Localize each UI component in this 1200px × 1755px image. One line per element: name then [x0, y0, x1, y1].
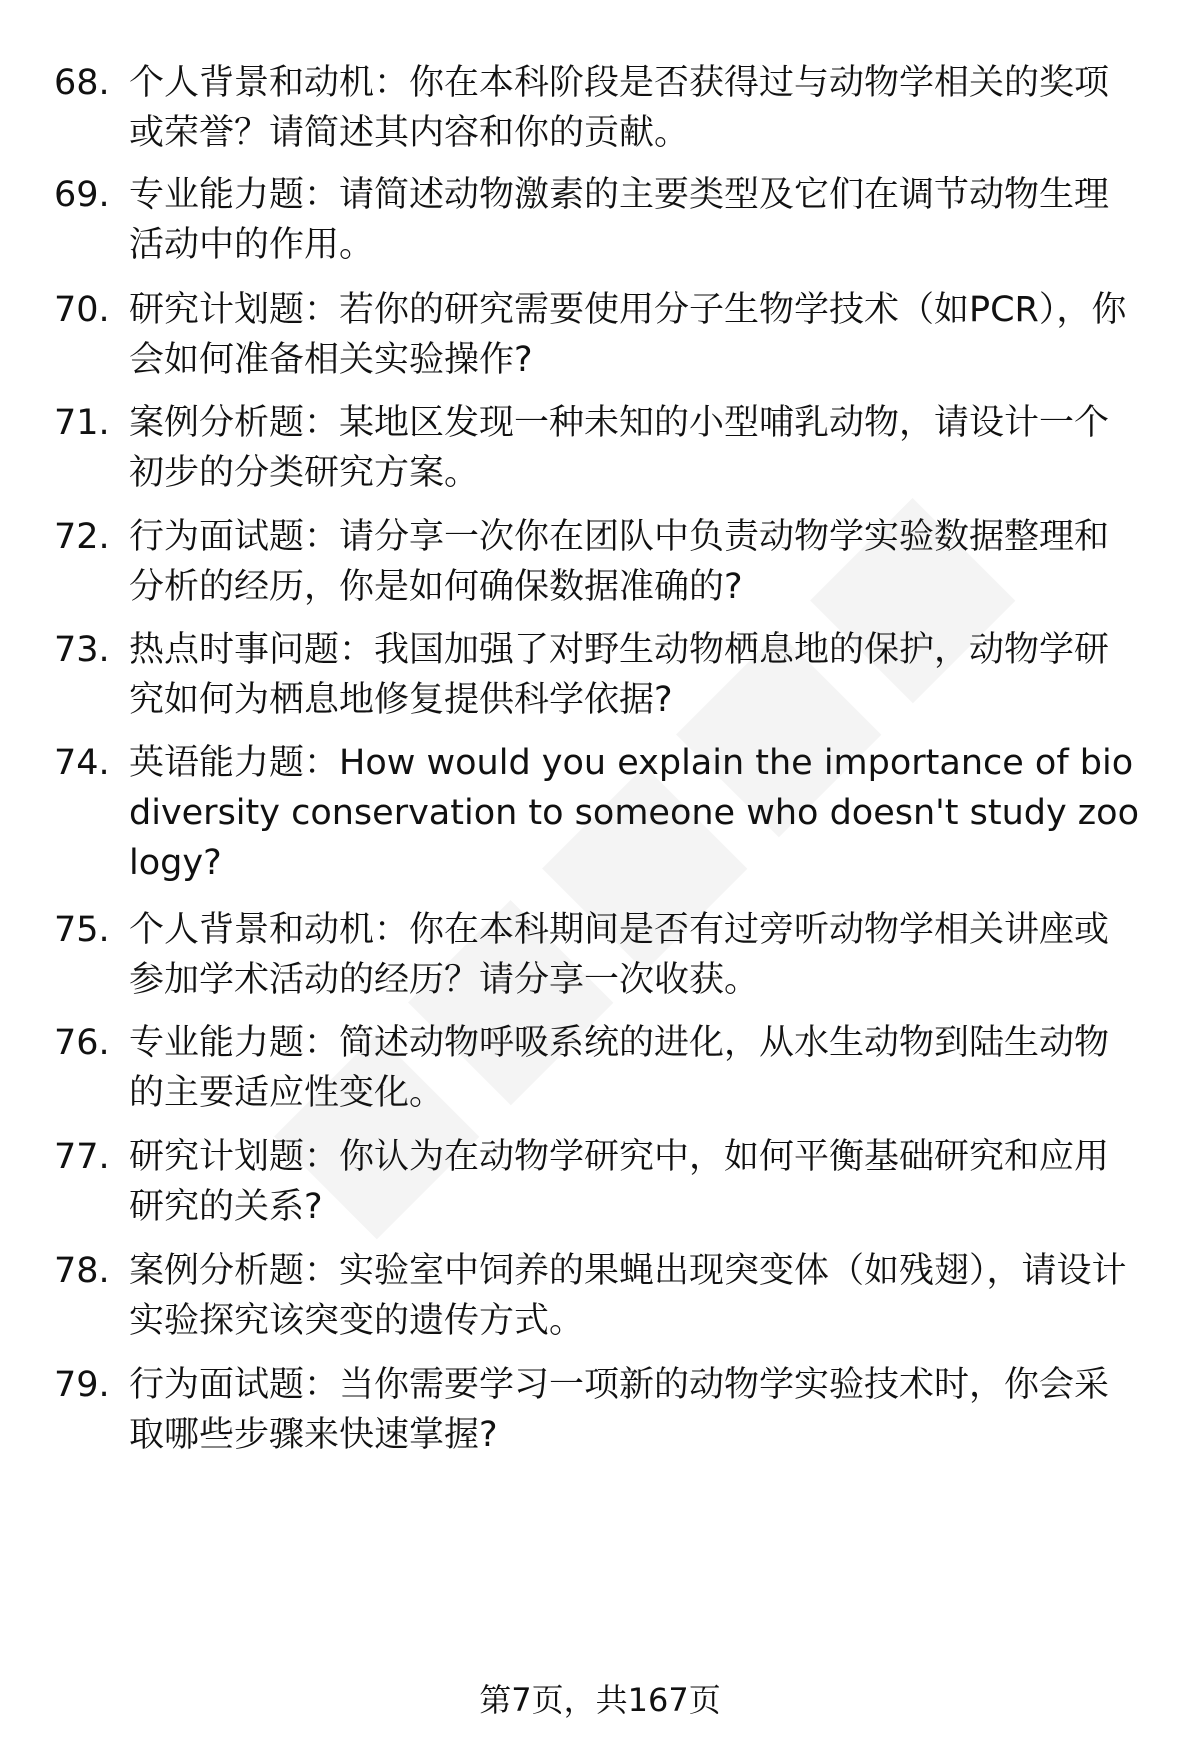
- question-number: 71.: [54, 403, 110, 443]
- question-body: [129, 58, 1141, 158]
- question-number: 77.: [54, 1137, 110, 1177]
- question-text: 简述动物呼吸系统的进化，从水生动物到陆生动物的主要适应性变化。: [129, 1023, 1110, 1113]
- question-category: 行为面试题：: [129, 1365, 340, 1405]
- question-category: 研究计划题：: [129, 290, 340, 330]
- question-number: 69.: [54, 175, 110, 215]
- question-number: 73.: [54, 630, 110, 670]
- question-category: 研究计划题：: [129, 1137, 340, 1177]
- question-body: [129, 905, 1141, 1005]
- question-body: [129, 738, 1141, 888]
- question-category: 个人背景和动机：: [129, 63, 410, 103]
- question-text: 当你需要学习一项新的动物学实验技术时，你会采取哪些步骤来快速掌握?: [129, 1365, 1110, 1455]
- question-text: 请分享一次你在团队中负责动物学实验数据整理和分析的经历，你是如何确保数据准确的?: [129, 517, 1110, 607]
- question-body: [129, 285, 1141, 385]
- question-category: 案例分析题：: [129, 403, 340, 443]
- question-category: 案例分析题：: [129, 1251, 340, 1291]
- question-category: 专业能力题：: [129, 175, 340, 215]
- question-body: [129, 170, 1141, 270]
- question-number: 78.: [54, 1251, 110, 1291]
- question-text: 请简述动物激素的主要类型及它们在调节动物生理活动中的作用。: [129, 175, 1110, 265]
- question-category: 英语能力题：: [129, 743, 340, 783]
- question-text: How would you explain the importance of biodiversity conservation to someone who doesn't study zoology?: [129, 743, 1140, 883]
- question-body: [129, 1360, 1141, 1460]
- question-text: 实验室中饲养的果蝇出现突变体（如残翅），请设计实验探究该突变的遗传方式。: [129, 1251, 1127, 1341]
- question-number: 74.: [54, 743, 110, 783]
- page-indicator: 第7页，共167页: [479, 1681, 721, 1719]
- question-text: 你在本科阶段是否获得过与动物学相关的奖项或荣誉？请简述其内容和你的贡献。: [129, 63, 1110, 153]
- question-category: 热点时事问题：: [129, 630, 375, 670]
- question-body: [129, 1246, 1141, 1346]
- question-text: 我国加强了对野生动物栖息地的保护，动物学研究如何为栖息地修复提供科学依据?: [129, 630, 1110, 720]
- question-category: 专业能力题：: [129, 1023, 340, 1063]
- question-number: 79.: [54, 1365, 110, 1405]
- question-text: 你在本科期间是否有过旁听动物学相关讲座或参加学术活动的经历？请分享一次收获。: [129, 910, 1110, 1000]
- question-number: 68.: [54, 63, 110, 103]
- question-number: 76.: [54, 1023, 110, 1063]
- question-body: [129, 1018, 1141, 1118]
- question-category: 行为面试题：: [129, 517, 340, 557]
- question-body: [129, 512, 1141, 612]
- question-text: 你认为在动物学研究中，如何平衡基础研究和应用研究的关系?: [129, 1137, 1110, 1227]
- question-body: [129, 398, 1141, 498]
- question-body: [129, 1132, 1141, 1232]
- question-number: 72.: [54, 517, 110, 557]
- question-body: [129, 625, 1141, 725]
- question-text: 若你的研究需要使用分子生物学技术（如PCR），你会如何准备相关实验操作?: [129, 290, 1127, 380]
- question-number: 70.: [54, 290, 110, 330]
- question-number: 75.: [54, 910, 110, 950]
- question-category: 个人背景和动机：: [129, 910, 410, 950]
- question-text: 某地区发现一种未知的小型哺乳动物，请设计一个初步的分类研究方案。: [129, 403, 1110, 493]
